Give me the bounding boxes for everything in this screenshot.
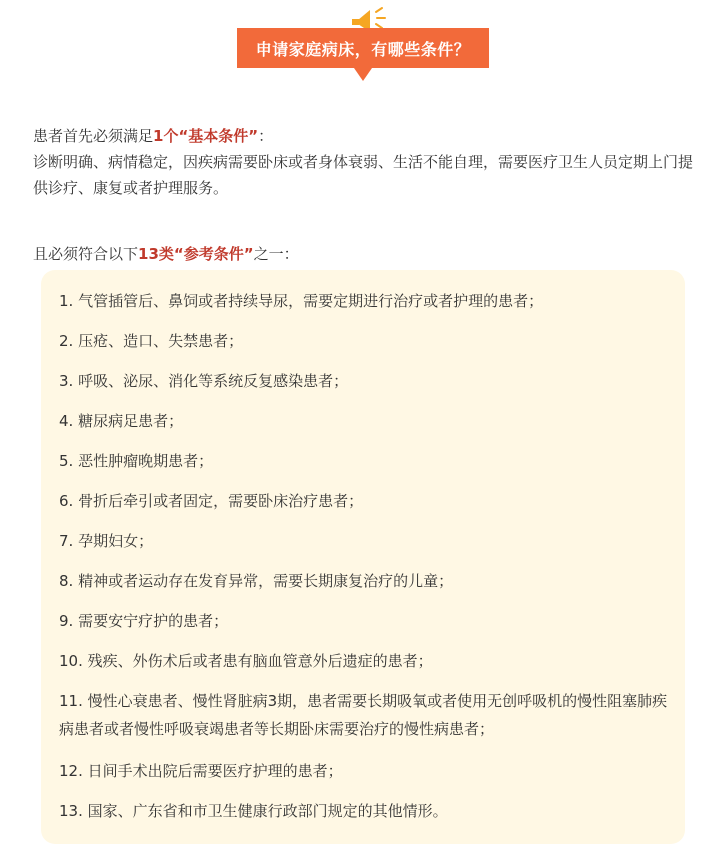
- condition-item: 11. 慢性心衰患者、慢性肾脏病3期，患者需要长期吸氧或者使用无创呼吸机的慢性阻塞肺疾病患者或者慢性呼吸衰竭患者等长期卧床需要治疗的慢性病患者；: [59, 692, 668, 738]
- condition-item: 4. 糖尿病足患者；: [59, 412, 184, 430]
- condition-item: 8. 精神或者运动存在发育异常，需要长期康复治疗的儿童；: [59, 572, 454, 590]
- reference-suffix: 之一：: [253, 245, 299, 263]
- header: [0, 0, 725, 100]
- condition-item: 3. 呼吸、泌尿、消化等系统反复感染患者；: [59, 372, 349, 390]
- page-title-banner: 申请家庭病床，有哪些条件？: [237, 28, 489, 68]
- reference-condition-intro: [33, 241, 299, 267]
- condition-item: 6. 骨折后牵引或者固定，需要卧床治疗患者；: [59, 492, 364, 510]
- condition-item: 10. 残疾、外伤术后或者患有脑血管意外后遗症的患者；: [59, 652, 433, 670]
- reference-prefix: 且必须符合以下: [33, 245, 139, 263]
- condition-item: 2. 压疮、造口、失禁患者；: [59, 332, 244, 350]
- intro-suffix: ：: [258, 127, 274, 145]
- condition-item: 7. 孕期妇女；: [59, 532, 154, 550]
- intro-prefix: 患者首先必须满足: [33, 127, 154, 145]
- banner-pointer: [354, 68, 372, 81]
- basic-condition-text: 诊断明确、病情稳定，因疾病需要卧床或者身体衰弱、生活不能自理，需要医疗卫生人员定期上门提供诊疗、康复或者护理服务。: [33, 153, 694, 197]
- reference-condition-highlight: 13类“参考条件”: [138, 245, 254, 263]
- condition-item: 13. 国家、广东省和市卫生健康行政部门规定的其他情形。: [59, 802, 448, 820]
- condition-item: 12. 日间手术出院后需要医疗护理的患者；: [59, 762, 343, 780]
- basic-condition-highlight: 1个“基本条件”: [153, 127, 259, 145]
- basic-condition-intro: [33, 123, 273, 149]
- condition-item: 9. 需要安宁疗护的患者；: [59, 612, 229, 630]
- condition-item: 1. 气管插管后、鼻饲或者持续导尿，需要定期进行治疗或者护理的患者；: [59, 292, 544, 310]
- condition-item: 5. 恶性肿瘤晚期患者；: [59, 452, 214, 470]
